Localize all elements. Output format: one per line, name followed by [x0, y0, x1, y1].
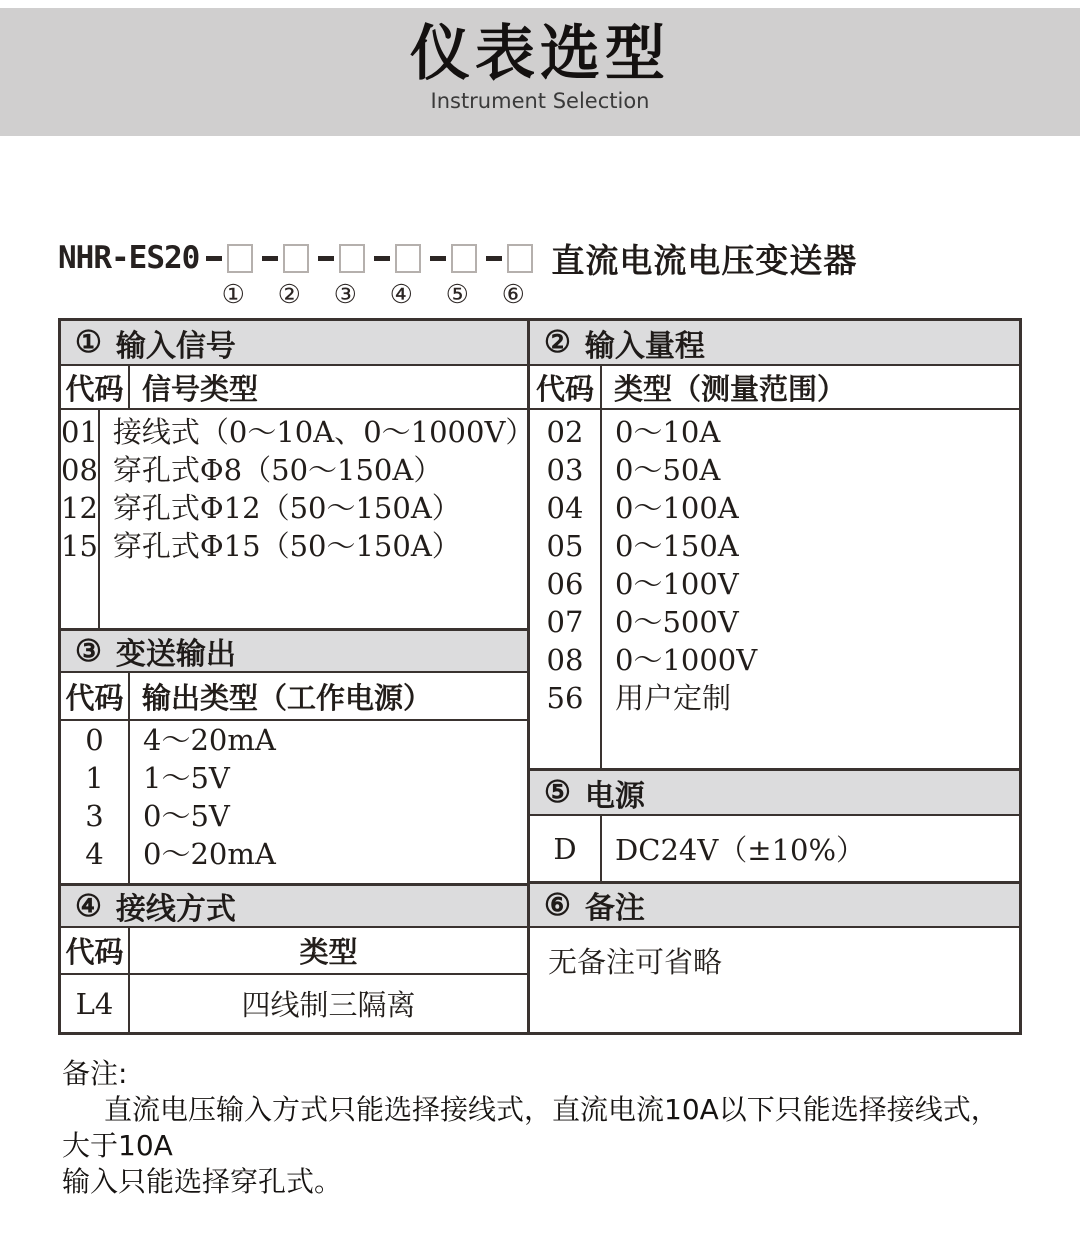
data-transmit-output: [61, 721, 527, 883]
model-segment-1: [199, 238, 255, 310]
type-cell: 穿孔式Φ12（50～150A）: [112, 491, 461, 525]
data-input-range: [530, 410, 1019, 768]
code-cell: 08: [61, 453, 98, 487]
model-segment-4: [367, 238, 423, 310]
type-cell: 0～100V: [615, 567, 739, 601]
section-header-remark: [530, 881, 1019, 928]
column-header-range-type: 类型（测量范围）: [614, 371, 847, 406]
position-marker-5: ⑤: [445, 280, 469, 310]
code-cell: 06: [546, 567, 584, 601]
code-cell: 04: [546, 491, 584, 525]
code-placeholder-box: [227, 244, 253, 273]
remark-content: 无备注可省略: [548, 945, 723, 979]
footnote: [62, 1056, 1022, 1200]
dash-separator: [374, 256, 390, 261]
section-title: 变送输出: [115, 637, 236, 672]
column-header-code: 代码: [530, 366, 602, 408]
dash-separator: [486, 256, 502, 261]
dash-separator: [262, 256, 278, 261]
code-column: [530, 410, 602, 768]
type-cell: DC24V（±10%）: [615, 833, 866, 867]
code-cell: 03: [546, 453, 584, 487]
code-placeholder-box: [507, 244, 533, 273]
data-wiring-mode: [61, 975, 527, 1032]
subheader-input-signal: [61, 366, 527, 410]
section-number: ①: [75, 325, 102, 360]
model-segment-5: [423, 238, 479, 310]
code-column: [61, 410, 100, 628]
type-column: [602, 410, 1019, 768]
table-right-column: [530, 321, 1019, 1032]
code-cell: D: [530, 816, 602, 881]
code-cell: 05: [546, 529, 584, 563]
subheader-wiring-mode: [61, 928, 527, 975]
type-cell: 穿孔式Φ15（50～150A）: [112, 529, 461, 563]
position-marker-4: ④: [389, 280, 413, 310]
section-title: 备注: [584, 891, 645, 926]
section-title: 输入量程: [584, 328, 705, 364]
dash-separator: [430, 256, 446, 261]
type-cell: 0～150A: [615, 529, 739, 563]
section-title: 接线方式: [115, 892, 236, 927]
section-header-input-signal: [61, 321, 527, 366]
position-marker-2: ②: [277, 280, 301, 310]
page-header: [0, 8, 1080, 136]
column-header-type: 类型: [299, 935, 358, 969]
code-cell: 07: [546, 605, 584, 639]
section-number: ⑤: [544, 775, 571, 810]
type-cell: 穿孔式Φ8（50～150A）: [112, 453, 443, 487]
model-description: 直流电流电压变送器: [551, 240, 858, 280]
section-header-power-supply: [530, 768, 1019, 816]
code-cell: 4: [85, 837, 104, 871]
code-cell: 15: [61, 529, 98, 563]
dash-separator: [206, 256, 222, 261]
model-segment-2: [255, 238, 311, 310]
page-title: 仪表选型: [410, 19, 670, 89]
section-number: ④: [75, 888, 102, 924]
type-cell: 接线式（0～10A、0～1000V）: [112, 415, 535, 449]
table-left-column: [61, 321, 535, 1032]
section-number: ⑥: [544, 887, 571, 923]
type-cell: 0～100A: [615, 491, 739, 525]
type-cell: 0～10A: [615, 415, 721, 449]
section-header-wiring-mode: [61, 883, 527, 928]
type-cell: 0～50A: [615, 453, 721, 487]
code-cell: 01: [61, 415, 98, 449]
model-code-line: [58, 238, 858, 310]
column-header-signal-type: 信号类型: [142, 371, 259, 406]
type-cell: 0～20mA: [143, 837, 276, 871]
position-marker-3: ③: [333, 280, 357, 310]
code-placeholder-box: [339, 244, 365, 273]
type-cell: 四线制三隔离: [241, 988, 416, 1022]
model-segment-6: [479, 238, 535, 310]
code-cell: 02: [546, 415, 584, 449]
code-cell: 12: [61, 491, 98, 525]
subheader-input-range: [530, 366, 1019, 410]
subheader-transmit-output: [61, 673, 527, 721]
type-cell: 1～5V: [143, 761, 230, 795]
model-segment-3: [311, 238, 367, 310]
section-title: 电源: [584, 778, 645, 814]
code-cell: 56: [546, 681, 584, 715]
column-header-code: 代码: [61, 366, 130, 408]
position-marker-6: ⑥: [501, 280, 525, 310]
code-placeholder-box: [283, 244, 309, 273]
type-column: [130, 721, 527, 883]
footnote-line-2: 输入只能选择穿孔式。: [62, 1165, 343, 1198]
type-cell: 4～20mA: [143, 723, 276, 757]
column-header-code: 代码: [61, 928, 130, 973]
column-header-code: 代码: [61, 673, 130, 719]
code-cell: 3: [85, 799, 104, 833]
code-cell: L4: [61, 975, 130, 1032]
data-input-signal: [61, 410, 535, 628]
data-power-supply: [530, 816, 1019, 881]
section-header-transmit-output: [61, 628, 527, 673]
type-cell: 0～500V: [615, 605, 739, 639]
code-column: [61, 721, 130, 883]
section-number: ③: [75, 633, 102, 669]
dash-separator: [318, 256, 334, 261]
code-cell: 1: [85, 761, 104, 795]
position-marker-1: ①: [221, 280, 245, 310]
footnote-line-1: 直流电压输入方式只能选择接线式，直流电流10A以下只能选择接线式，大于10A: [62, 1093, 999, 1162]
column-header-output-type: 输出类型（工作电源）: [142, 680, 433, 715]
type-cell: 0～5V: [143, 799, 230, 833]
selection-table: [58, 318, 1022, 1035]
code-cell: 08: [546, 643, 584, 677]
type-cell: 用户定制: [615, 681, 732, 715]
code-cell: 0: [85, 723, 104, 757]
code-placeholder-box: [395, 244, 421, 273]
page-subtitle: Instrument Selection: [430, 89, 650, 113]
code-placeholder-box: [451, 244, 477, 273]
section-number: ②: [544, 325, 571, 360]
type-column: [100, 410, 535, 628]
footnote-label: 备注:: [62, 1057, 128, 1090]
section-header-input-range: [530, 321, 1019, 366]
type-cell: 0～1000V: [615, 643, 758, 677]
model-prefix: NHR-ES20: [58, 240, 200, 276]
section-title: 输入信号: [115, 328, 236, 364]
